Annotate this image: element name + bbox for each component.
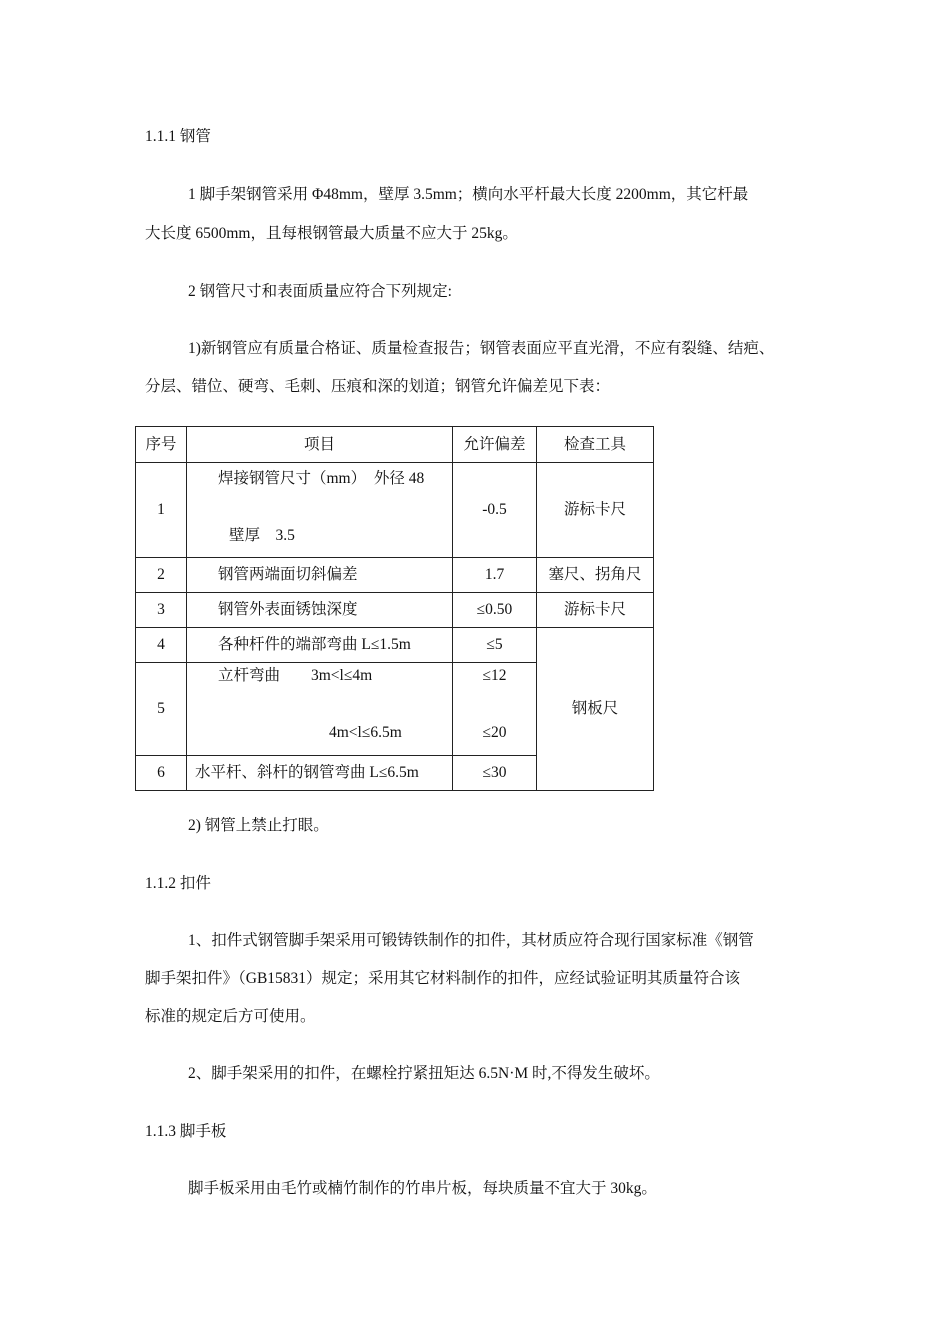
paragraph-scaffold-board: 脚手板采用由毛竹或楠竹制作的竹串片板，每块质量不宜大于 30kg。: [188, 1180, 657, 1197]
header-tool: 检查工具: [537, 427, 654, 463]
paragraph-no-drilling: 2) 钢管上禁止打眼。: [188, 817, 329, 834]
row-no: 6: [136, 756, 187, 791]
table-row: [136, 593, 654, 628]
item-upright-short: 立杆弯曲 3m<l≤4m: [218, 667, 373, 684]
tolerance-long: ≤20: [482, 724, 507, 741]
paragraph-fastener-line2: 脚手架扣件》（GB15831）规定；采用其它材料制作的扣件，应经试验证明其质量符合该: [145, 970, 741, 987]
tolerance-short: ≤12: [482, 667, 507, 684]
merged-tool-cell: 钢板尺: [537, 628, 654, 791]
row-tool: 游标卡尺: [537, 463, 654, 558]
table-row: [136, 628, 654, 663]
table-row: [136, 558, 654, 593]
row-item: 水平杆、斜杆的钢管弯曲 L≤6.5m: [187, 756, 453, 791]
paragraph-fastener-line3: 标准的规定后方可使用。: [145, 1008, 316, 1025]
row-item: 各种杆件的端部弯曲 L≤1.5m: [187, 628, 453, 663]
paragraph-new-pipe-line2: 分层、错位、硬弯、毛刺、压痕和深的划道；钢管允许偏差见下表：: [145, 378, 611, 395]
row-tolerance: -0.5: [453, 463, 537, 558]
heading-fastener: 1.1.2 扣件: [145, 875, 211, 892]
row-item: 钢管外表面锈蚀深度: [187, 593, 453, 628]
row-tolerance: ≤0.50: [453, 593, 537, 628]
row-tolerance: [453, 663, 537, 756]
row-tolerance: ≤30: [453, 756, 537, 791]
row-item: [187, 663, 453, 756]
row-tool: 游标卡尺: [537, 593, 654, 628]
paragraph-size-quality: 2 钢管尺寸和表面质量应符合下列规定:: [188, 283, 452, 300]
heading-scaffold-board: 1.1.3 脚手板: [145, 1123, 227, 1140]
row-tool: 塞尺、拐角尺: [537, 558, 654, 593]
header-tolerance: 允许偏差: [453, 427, 537, 463]
item-outer-diameter: 焊接钢管尺寸（mm） 外径 48: [218, 470, 425, 487]
header-item: 项目: [187, 427, 453, 463]
table-row: [136, 463, 654, 558]
row-no: 1: [136, 463, 187, 558]
row-tolerance: ≤5: [453, 628, 537, 663]
paragraph-new-pipe-line1: 1)新钢管应有质量合格证、质量检查报告；钢管表面应平直光滑，不应有裂缝、结疤、: [188, 340, 775, 357]
paragraph-fastener-torque: 2、脚手架采用的扣件，在螺栓拧紧扭矩达 6.5N·M 时,不得发生破坏。: [188, 1065, 660, 1082]
row-no: 3: [136, 593, 187, 628]
tolerance-table: [135, 426, 654, 791]
row-item: [187, 463, 453, 558]
row-tolerance: 1.7: [453, 558, 537, 593]
table-header-row: [136, 427, 654, 463]
paragraph-pipe-spec-line1: 1 脚手架钢管采用 Φ48mm，壁厚 3.5mm；横向水平杆最大长度 2200mm，其它杆最: [188, 186, 749, 203]
paragraph-fastener-line1: 1、扣件式钢管脚手架采用可锻铸铁制作的扣件，其材质应符合现行国家标准《钢管: [188, 932, 754, 949]
item-upright-long: 4m<l≤6.5m: [329, 724, 402, 741]
row-no: 2: [136, 558, 187, 593]
heading-steel-pipe: 1.1.1 钢管: [145, 128, 211, 145]
paragraph-pipe-spec-line2: 大长度 6500mm，且每根钢管最大质量不应大于 25kg。: [145, 225, 518, 242]
header-no: 序号: [136, 427, 187, 463]
item-wall-thickness: 壁厚 3.5: [229, 527, 295, 544]
row-item: 钢管两端面切斜偏差: [187, 558, 453, 593]
row-no: 5: [136, 663, 187, 756]
row-no: 4: [136, 628, 187, 663]
